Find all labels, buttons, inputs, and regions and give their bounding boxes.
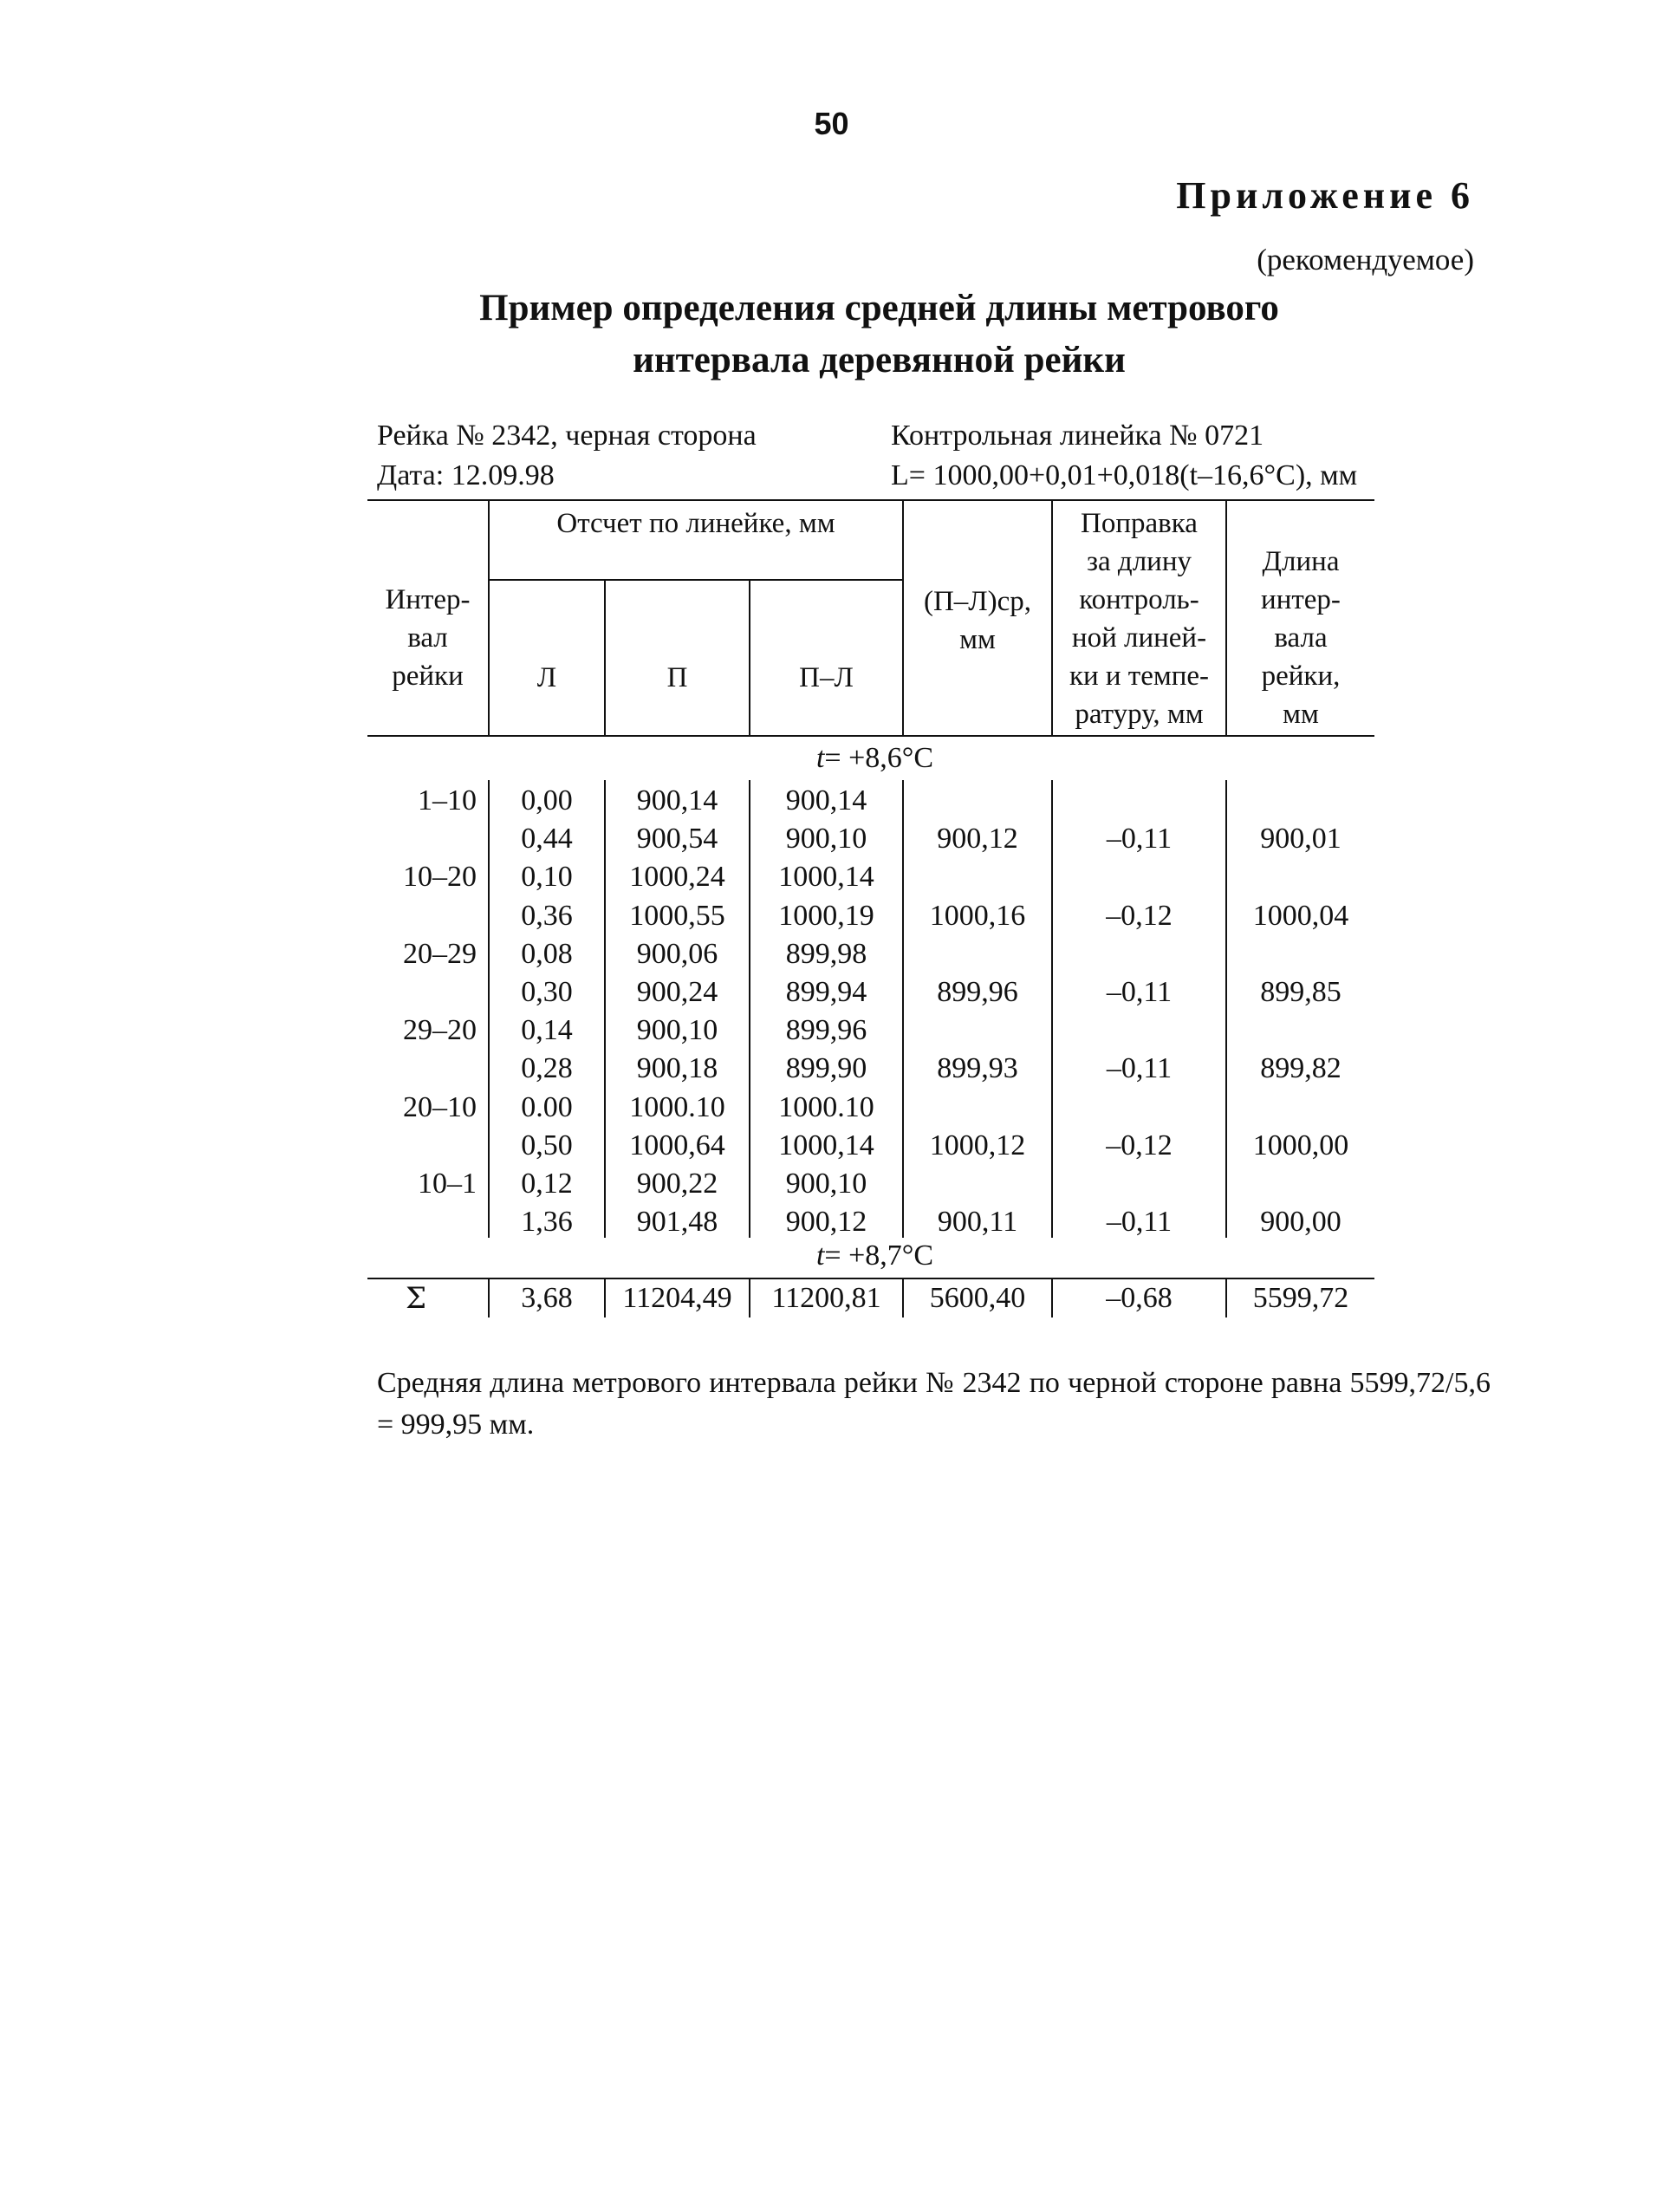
cell-L: 0,00 <box>521 784 573 816</box>
title-line-1: Пример определения средней длины метрового <box>479 288 1279 329</box>
cell-P: 1000.10 <box>629 1091 725 1123</box>
cell-P: 900,06 <box>636 938 718 970</box>
cell-P: 1000,64 <box>629 1129 725 1161</box>
cell-correction: –0,11 <box>1106 1206 1173 1238</box>
cell-correction: –0,11 <box>1106 1052 1173 1084</box>
cell-correction <box>1053 1165 1225 1203</box>
title-line-2: интервала деревянной рейки <box>633 340 1126 381</box>
cell-PL: 1000,14 <box>778 1129 874 1161</box>
cell-interval <box>373 1050 477 1088</box>
total-P: 11204,49 <box>622 1282 732 1314</box>
temp-var: t <box>815 742 825 774</box>
cell-L: 0,36 <box>521 900 573 932</box>
cell-L: 0,30 <box>521 976 573 1008</box>
ruler-formula: L= 1000,00+0,01+0,018(t–16,6°C), мм <box>891 459 1358 491</box>
appendix-note: (рекомендуемое) <box>1257 243 1474 276</box>
cell-L: 0,12 <box>521 1168 573 1200</box>
cell-length: 899,85 <box>1260 976 1341 1008</box>
cell-L: 0,10 <box>521 861 573 893</box>
cell-PL: 900,10 <box>785 823 867 855</box>
cell-interval: 1–10 <box>418 784 477 816</box>
cell-interval: 29–20 <box>403 1014 477 1046</box>
cell-length: 900,01 <box>1260 823 1341 855</box>
cell-P: 900,22 <box>636 1168 718 1200</box>
cell-interval <box>373 820 477 858</box>
cell-avg <box>904 858 1051 896</box>
cell-P: 901,48 <box>636 1206 718 1238</box>
cell-L: 0.00 <box>521 1091 573 1123</box>
cell-L: 0,28 <box>521 1052 573 1084</box>
header-reading-group: Отсчет по линейке, мм <box>556 508 835 539</box>
cell-length: 899,82 <box>1260 1052 1341 1084</box>
cell-correction: –0,12 <box>1106 900 1173 932</box>
cell-avg: 899,96 <box>937 976 1018 1008</box>
cell-L: 1,36 <box>521 1206 573 1238</box>
cell-PL: 899,90 <box>785 1052 867 1084</box>
cell-correction: –0,12 <box>1106 1129 1173 1161</box>
cell-PL: 1000,19 <box>778 900 874 932</box>
rod-info: Рейка № 2342, черная сторона <box>377 420 757 452</box>
page-number: 50 <box>814 106 849 141</box>
cell-correction <box>1053 1089 1225 1127</box>
cell-avg: 1000,12 <box>929 1129 1026 1161</box>
cell-L: 0,08 <box>521 938 573 970</box>
cell-length <box>1227 1012 1374 1050</box>
cell-P: 900,10 <box>636 1014 718 1046</box>
cell-P: 900,54 <box>636 823 718 855</box>
temp-value: = +8,6°C <box>824 742 934 774</box>
header-interval: Интер- вал рейки <box>385 584 471 692</box>
cell-length: 900,00 <box>1260 1206 1341 1238</box>
start-temperature <box>0 738 1663 778</box>
cell-P: 900,14 <box>636 784 718 816</box>
total-L: 3,68 <box>521 1282 573 1314</box>
cell-avg <box>904 1165 1051 1203</box>
date-info: Дата: 12.09.98 <box>377 459 555 491</box>
cell-avg <box>904 935 1051 973</box>
total-PL: 11200,81 <box>771 1282 881 1314</box>
cell-PL: 899,98 <box>785 938 867 970</box>
cell-PL: 900,14 <box>785 784 867 816</box>
cell-length <box>1227 858 1374 896</box>
cell-P: 900,24 <box>636 976 718 1008</box>
end-temperature <box>0 1236 1663 1276</box>
header-bottom-rule <box>367 735 1374 737</box>
header-L: Л <box>536 662 557 693</box>
total-length: 5599,72 <box>1252 1282 1349 1314</box>
cell-interval <box>373 973 477 1012</box>
cell-interval: 10–1 <box>418 1168 477 1200</box>
cell-L: 0,50 <box>521 1129 573 1161</box>
cell-avg <box>904 1089 1051 1127</box>
cell-PL: 899,94 <box>785 976 867 1008</box>
header-length: Длина интер- вала рейки, мм <box>1261 546 1341 730</box>
cell-interval <box>373 1127 477 1165</box>
cell-interval <box>373 897 477 935</box>
cell-correction <box>1053 1012 1225 1050</box>
header-PL: П–Л <box>799 662 854 693</box>
cell-interval <box>373 1203 477 1241</box>
reading-group-rule <box>488 579 902 581</box>
cell-length: 1000,04 <box>1252 900 1349 932</box>
cell-P: 1000,55 <box>629 900 725 932</box>
table-top-rule <box>367 499 1374 501</box>
header-divider <box>749 581 750 735</box>
total-avg: 5600,40 <box>929 1282 1026 1314</box>
conclusion-text: Средняя длина метрового интервала рейки № 2342 по черной стороне равна 5599,72/5,6 = 999,95 мм. <box>377 1367 1491 1441</box>
cell-length <box>1227 1165 1374 1203</box>
cell-avg: 900,12 <box>937 823 1018 855</box>
cell-PL: 899,96 <box>785 1014 867 1046</box>
cell-PL: 900,12 <box>785 1206 867 1238</box>
cell-interval: 20–10 <box>403 1091 477 1123</box>
total-correction: –0,68 <box>1106 1282 1173 1314</box>
cell-interval: 10–20 <box>403 861 477 893</box>
cell-P: 1000,24 <box>629 861 725 893</box>
cell-length: 1000,00 <box>1252 1129 1349 1161</box>
cell-avg <box>904 1012 1051 1050</box>
cell-correction: –0,11 <box>1106 976 1173 1008</box>
temp-var: t <box>815 1239 825 1272</box>
cell-correction <box>1053 858 1225 896</box>
cell-P: 900,18 <box>636 1052 718 1084</box>
cell-PL: 1000.10 <box>778 1091 874 1123</box>
total-symbol: Σ <box>405 1281 427 1316</box>
cell-avg <box>904 782 1051 820</box>
header-correction: Поправка за длину контроль- ной линей- ки и темпе- ратуру, мм <box>1069 508 1210 730</box>
cell-L: 0,44 <box>521 823 573 855</box>
cell-interval: 20–29 <box>403 938 477 970</box>
cell-PL: 900,10 <box>785 1168 867 1200</box>
cell-length <box>1227 782 1374 820</box>
cell-avg: 1000,16 <box>929 900 1026 932</box>
cell-L: 0,14 <box>521 1014 573 1046</box>
cell-correction: –0,11 <box>1106 823 1173 855</box>
header-divider <box>604 581 606 735</box>
temp-value: = +8,7°C <box>824 1239 934 1272</box>
ruler-info: Контрольная линейка № 0721 <box>891 420 1264 452</box>
cell-avg: 900,11 <box>937 1206 1018 1238</box>
cell-PL: 1000,14 <box>778 861 874 893</box>
cell-avg: 899,93 <box>937 1052 1018 1084</box>
cell-correction <box>1053 935 1225 973</box>
appendix-title: Приложение 6 <box>1176 174 1474 217</box>
cell-length <box>1227 1089 1374 1127</box>
cell-length <box>1227 935 1374 973</box>
header-avg: (П–Л)ср, мм <box>923 586 1032 655</box>
cell-correction <box>1053 782 1225 820</box>
document-title <box>0 283 1663 387</box>
header-P: П <box>666 662 688 693</box>
